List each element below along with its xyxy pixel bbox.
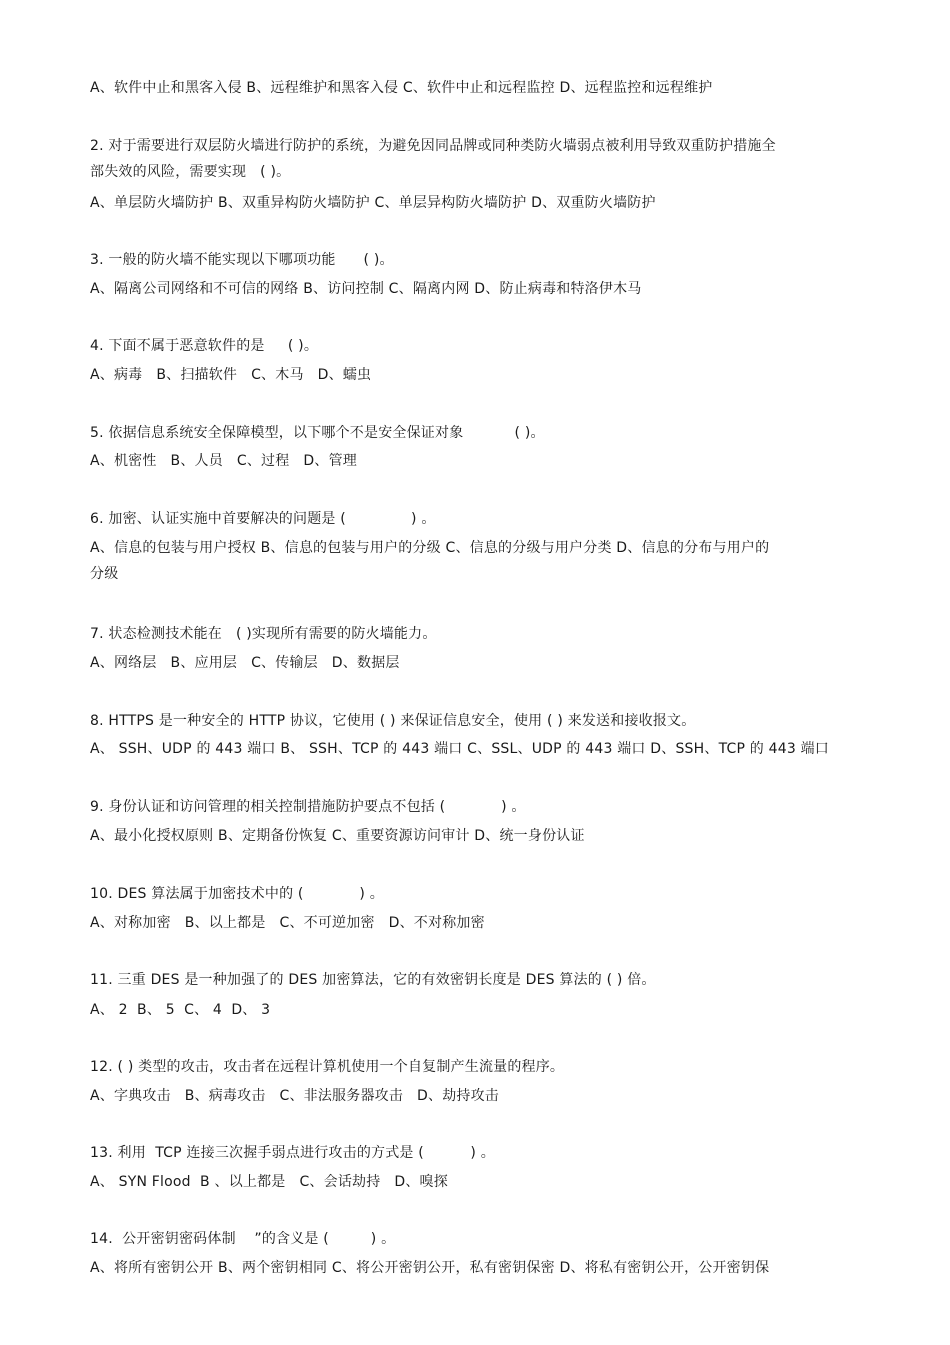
q2-stem: 2. 对于需要进行双层防火墙进行防护的系统，为避免因同品牌或同种类防火墙弱点被利用导致双重防护措施全 (90, 138, 776, 154)
q8-stem: 8. HTTPS 是一种安全的 HTTP 协议，它使用 ( ) 来保证信息安全，使用 ( ) 来发送和接收报文。 (90, 713, 696, 729)
q12-options: A、字典攻击 B、病毒攻击 C、非法服务器攻击 D、劫持攻击 (90, 1088, 499, 1104)
q10-options: A、对称加密 B、以上都是 C、不可逆加密 D、不对称加密 (90, 915, 485, 931)
q12-stem: 12. ( ) 类型的攻击，攻击者在远程计算机使用一个自复制产生流量的程序。 (90, 1059, 565, 1075)
q2-stem-cont: 部失效的风险，需要实现 ( )。 (90, 164, 291, 180)
q9-stem: 9. 身份认证和访问管理的相关控制措施防护要点不包括 ( ) 。 (90, 799, 526, 815)
q1-options: A、软件中止和黑客入侵 B、远程维护和黑客入侵 C、软件中止和远程监控 D、远程监控和远程维护 (90, 80, 713, 96)
q3-stem: 3. 一般的防火墙不能实现以下哪项功能 ( )。 (90, 252, 394, 268)
q8-options: A、 SSH、UDP 的 443 端口 B、 SSH、TCP 的 443 端口 C、SSL、UDP 的 443 端口 D、SSH、TCP 的 443 端口 (90, 741, 829, 757)
q3-options: A、隔离公司网络和不可信的网络 B、访问控制 C、隔离内网 D、防止病毒和特洛伊木马 (90, 281, 642, 297)
q5-options: A、机密性 B、人员 C、过程 D、管理 (90, 453, 357, 469)
q6-options-cont: 分级 (90, 566, 119, 582)
q10-stem: 10. DES 算法属于加密技术中的 ( ) 。 (90, 886, 384, 902)
q14-stem: 14. 公开密钥密码体制 ”的含义是 ( ) 。 (90, 1231, 396, 1247)
q9-options: A、最小化授权原则 B、定期备份恢复 C、重要资源访问审计 D、统一身份认证 (90, 828, 585, 844)
q6-stem: 6. 加密、认证实施中首要解决的问题是 ( ) 。 (90, 511, 436, 527)
q13-options: A、 SYN Flood B 、以上都是 C、会话劫持 D、嗅探 (90, 1174, 448, 1190)
q13-stem: 13. 利用 TCP 连接三次握手弱点进行攻击的方式是 ( ) 。 (90, 1145, 495, 1161)
q2-options: A、单层防火墙防护 B、双重异构防火墙防护 C、单层异构防火墙防护 D、双重防火墙防护 (90, 195, 656, 211)
q7-stem: 7. 状态检测技术能在 ( )实现所有需要的防火墙能力。 (90, 626, 437, 642)
q7-options: A、网络层 B、应用层 C、传输层 D、数据层 (90, 655, 400, 671)
q14-options: A、将所有密钥公开 B、两个密钥相同 C、将公开密钥公开，私有密钥保密 D、将私有密钥公开，公开密钥保 (90, 1260, 770, 1276)
q11-options: A、 2 B、 5 C、 4 D、 3 (90, 1002, 271, 1018)
q5-stem: 5. 依据信息系统安全保障模型，以下哪个不是安全保证对象 ( )。 (90, 425, 545, 441)
q11-stem: 11. 三重 DES 是一种加强了的 DES 加密算法，它的有效密钥长度是 DES 算法的 ( ) 倍。 (90, 972, 656, 988)
q4-stem: 4. 下面不属于恶意软件的是 ( )。 (90, 338, 319, 354)
q6-options: A、信息的包装与用户授权 B、信息的包装与用户的分级 C、信息的分级与用户分类 D、信息的分布与用户的 (90, 540, 770, 556)
q4-options: A、病毒 B、扫描软件 C、木马 D、蠕虫 (90, 367, 372, 383)
